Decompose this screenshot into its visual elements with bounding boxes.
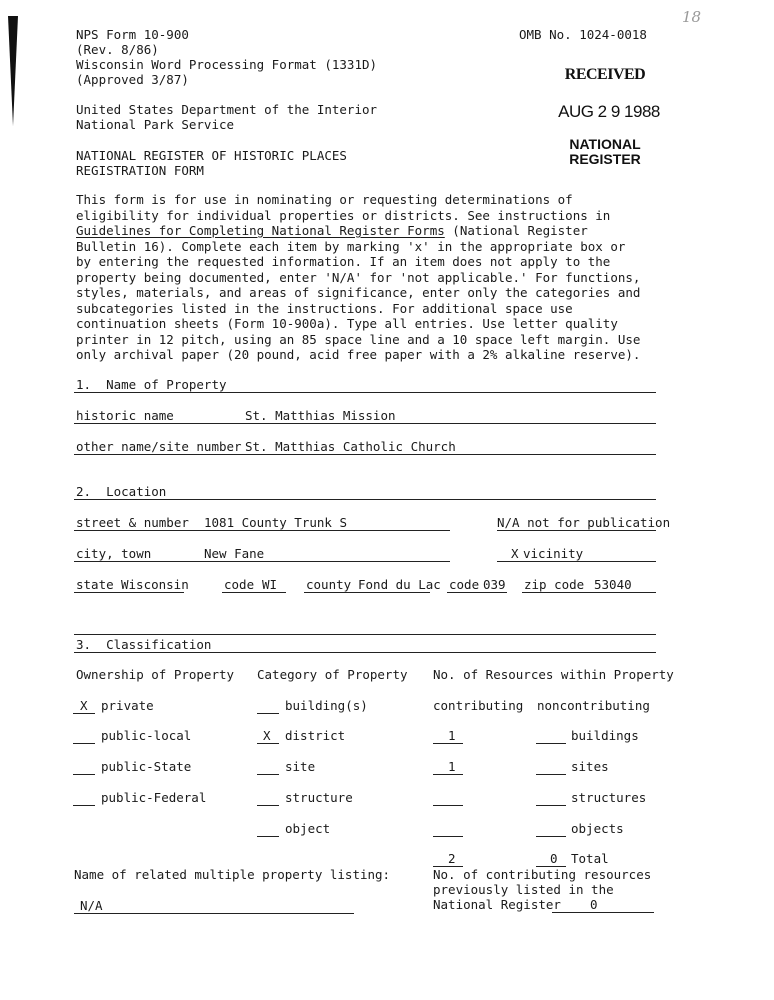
section-3-rule [74,652,656,653]
vicinity-label: vicinity [523,546,584,561]
structures-label: structures [571,790,647,805]
zip-label: zip code [524,577,585,592]
state-code-line [222,592,286,593]
city-line [74,561,450,562]
objects-contributing-blank [433,836,463,837]
ownership-public-local-label: public-local [101,728,192,743]
category-district-label: district [285,728,346,743]
ownership-private-label: private [101,698,154,713]
ownership-public-local-blank [73,743,95,744]
section-1-heading: 1. Name of Property [76,377,227,392]
section-2-heading: 2. Location [76,484,167,499]
sites-label: sites [571,759,609,774]
ownership-public-federal-blank [73,805,95,806]
section-1-rule [74,392,656,393]
stamp-received: RECEIVED [564,66,646,83]
register-title: NATIONAL REGISTER OF HISTORIC PLACES [76,148,347,163]
total-noncontributing[interactable]: 0 [550,851,558,866]
previously-listed-line [552,912,654,913]
ownership-private-mark[interactable]: X [80,698,88,713]
form-format: Wisconsin Word Processing Format (1331D) [76,57,378,72]
publication-line [497,530,656,531]
category-object-blank [257,836,279,837]
agency-service: National Park Service [76,117,235,132]
sites-contributing[interactable]: 1 [448,759,456,774]
ownership-private-blank [73,713,95,714]
scan-edge-mark [8,16,18,126]
category-heading: Category of Property [257,667,408,682]
historic-name-value[interactable]: St. Matthias Mission [245,408,396,423]
county-code-line [447,592,507,593]
city-label: city, town [76,546,152,561]
structures-noncontributing-blank [536,805,566,806]
category-site-blank [257,774,279,775]
vicinity-checkmark[interactable]: X [511,546,519,561]
category-district-blank [257,743,279,744]
historic-name-line [74,423,656,424]
stamp-date: AUG 2 9 1988 [558,102,660,121]
section-2-rule [74,499,656,500]
county-code-value[interactable]: 039 [483,577,506,592]
register-form-title: REGISTRATION FORM [76,163,204,178]
objects-label: objects [571,821,624,836]
other-name-value[interactable]: St. Matthias Catholic Church [245,439,456,454]
noncontributing-header: noncontributing [537,698,650,713]
not-for-publication[interactable]: N/A not for publication [497,515,671,530]
form-number: NPS Form 10-900 [76,27,189,42]
resources-heading: No. of Resources within Property [433,667,674,682]
sites-noncontributing-blank [536,774,566,775]
historic-name-label: historic name [76,408,174,423]
instructions-paragraph [76,192,646,363]
category-structure-blank [257,805,279,806]
zip-value[interactable]: 53040 [594,577,632,592]
ownership-heading: Ownership of Property [76,667,235,682]
buildings-contributing-blank [433,743,463,744]
county-label: county [306,577,352,592]
other-name-label: other name/site number [76,439,242,454]
state-label: state [76,577,114,592]
section-3-heading: 3. Classification [76,637,212,652]
section-3-top-rule [74,634,656,635]
instructions-text-1: This form is for use in nominating or requesting determinations of eligibility for individual properties or districts. See instructions in [76,192,611,223]
previously-listed-value[interactable]: 0 [590,897,598,912]
agency-department: United States Department of the Interior [76,102,378,117]
contributing-header: contributing [433,698,524,713]
previously-listed-line-3: National Register [433,897,561,912]
total-label: Total [571,851,609,866]
state-line [74,592,184,593]
county-value[interactable]: Fond du Lac [358,577,441,592]
ownership-public-state-blank [73,774,95,775]
state-code-label: code [224,577,255,592]
objects-noncontributing-blank [536,836,566,837]
street-value[interactable]: 1081 County Trunk S [204,515,347,530]
previously-listed-line-1: No. of contributing resources [433,867,652,882]
buildings-label: buildings [571,728,639,743]
omb-number: OMB No. 1024-0018 [519,27,647,42]
previously-listed-line-2: previously listed in the [433,882,614,897]
related-listing-line [74,913,354,914]
street-line [74,530,450,531]
category-object-label: object [285,821,331,836]
category-structure-label: structure [285,790,353,805]
category-district-mark[interactable]: X [263,728,271,743]
vicinity-line [497,561,656,562]
form-revision: (Rev. 8/86) [76,42,159,57]
state-value[interactable]: Wisconsin [121,577,189,592]
zip-line [522,592,656,593]
ownership-public-state-label: public-State [101,759,192,774]
related-listing-label: Name of related multiple property listing: [74,867,391,882]
structures-contributing-blank [433,805,463,806]
related-listing-value[interactable]: N/A [80,898,103,913]
buildings-contributing[interactable]: 1 [448,728,456,743]
category-building-label: building(s) [285,698,368,713]
street-label: street & number [76,515,189,530]
county-line [304,592,430,593]
ownership-public-federal-label: public-Federal [101,790,207,805]
city-value[interactable]: New Fane [204,546,265,561]
handwritten-note: 18 [682,8,702,26]
stamp-national: NATIONAL [569,136,641,152]
state-code-value[interactable]: WI [262,577,278,592]
category-building-blank [257,713,279,714]
stamp-register: REGISTER [569,151,641,167]
buildings-noncontributing-blank [536,743,566,744]
other-name-line [74,454,656,455]
total-contributing[interactable]: 2 [448,851,456,866]
category-site-label: site [285,759,316,774]
county-code-label: code [449,577,480,592]
instructions-text-2: (National Register Bulletin 16). Complete each item by marking 'x' in the appropriate box or by entering the requested information. If an item does not apply to the property being documented, enter 'N/A' for 'not applicable.' For functions, styles, materials, and areas of significance, enter only the categories and subcategories listed in the instructions. For additional space use continuation sheets (Form 10-900a). Type all entries. Use letter quality printer in 12 pitch, using an 85 space line and a 10 space left margin. Use only archival paper (20 pound, acid free paper with a 2% alkaline reserve). [76,223,641,362]
guidelines-reference: Guidelines for Completing National Register Forms [76,223,445,238]
form-approved: (Approved 3/87) [76,72,189,87]
sites-contributing-blank [433,774,463,775]
